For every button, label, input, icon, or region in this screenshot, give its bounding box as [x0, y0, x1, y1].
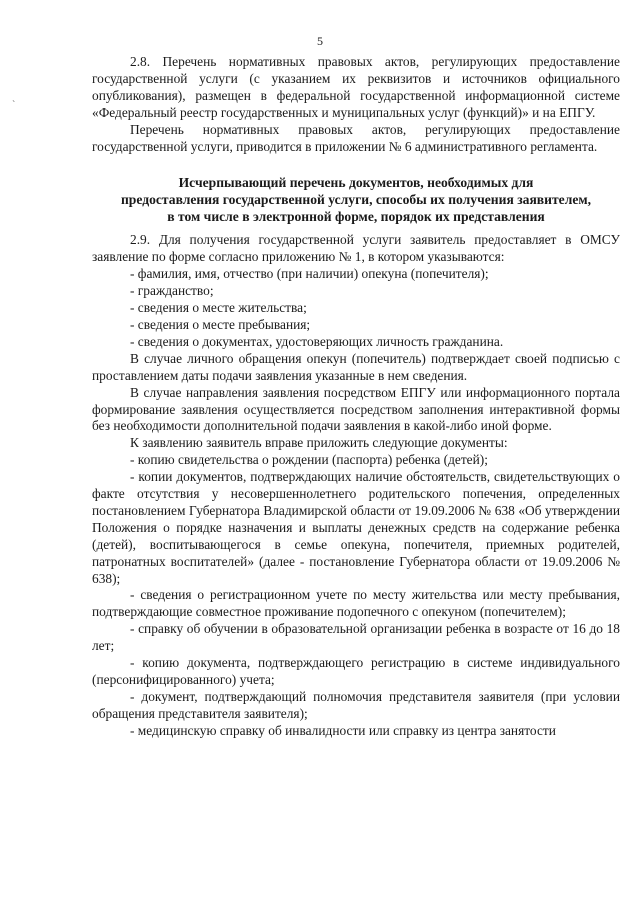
paragraph-personal-appeal: В случае личного обращения опекун (попечитель) подтверждает своей подписью с проставлением даты подачи заявления указанные в нем сведения.	[92, 350, 620, 383]
document-list-item: - копии документов, подтверждающих наличие обстоятельств, свидетельствующих о факте отсутствия у несовершеннолетнего родительского попечения, определенных постановлением Губернатора Владимирской области от 19.09.2006 № 638 «Об утверждении Положения о порядке назначения и выплаты денежных средств на содержание ребенка (детей), воспитывающегося в семье опекуна, попечителя, приемных родителей, патронатных воспитателей» (далее - постановление Губернатора области от 19.09.2006 № 638);	[92, 469, 620, 586]
paragraph-attachments-intro: К заявлению заявитель вправе приложить следующие документы:	[130, 435, 508, 451]
document-list-item: - справку об обучении в образовательной организации ребенка в возрасте от 16 до 18 лет;	[92, 621, 620, 654]
section-heading	[92, 174, 620, 225]
document-list-item: - копию документа, подтверждающего регистрацию в системе индивидуального (персонифицированного) учета;	[92, 655, 620, 687]
heading-line-3: в том числе в электронной форме, порядок их представления	[167, 209, 545, 225]
document-list-item: - медицинскую справку об инвалидности или справку из центра занятости	[130, 722, 556, 738]
paragraph-2-9: 2.9. Для получения государственной услуги заявитель предоставляет в ОМСУ заявление по форме согласно приложению № 1, в котором указываются:	[92, 232, 620, 265]
document-list-item: - документ, подтверждающий полномочия представителя заявителя (при условии обращения представителя заявителя);	[92, 688, 620, 721]
list-item: - сведения о месте пребывания;	[130, 316, 311, 332]
paragraph-2-8: 2.8. Перечень нормативных правовых актов, регулирующих предоставление государственной услуги (с указанием их реквизитов и источников официального опубликования), размещен в федеральной государственной информационной системе «Федеральный реестр государственных и муниципальных услуг (функций)» и на ЕПГУ.	[92, 54, 620, 120]
margin-mark: `	[12, 100, 16, 111]
list-item: - фамилия, имя, отчество (при наличии) опекуна (попечителя);	[130, 266, 489, 282]
paragraph-portal-appeal: В случае направления заявления посредством ЕПГУ или информационного портала формирование заявления осуществляется посредством заполнения интерактивной формы без необходимости дополнительной подачи заявления в какой-либо иной форме.	[92, 384, 620, 434]
document-list-item: - сведения о регистрационном учете по месту жительства или месту пребывания, подтверждающие совместное проживание подопечного с опекуном (попечителем);	[92, 587, 620, 620]
document-list-item: - копию свидетельства о рождении (паспорта) ребенка (детей);	[130, 452, 488, 468]
document-body	[92, 54, 620, 740]
list-item: - гражданство;	[130, 283, 214, 299]
list-item: - сведения о месте жительства;	[130, 300, 307, 316]
paragraph-2-8-list-ref: Перечень нормативных правовых актов, регулирующих предоставление государственной услуги, приводится в приложении № 6 административного регламента.	[92, 121, 620, 154]
heading-line-2: предоставления государственной услуги, способы их получения заявителем,	[120, 192, 592, 208]
page-number: 5	[317, 34, 323, 48]
heading-line-1: Исчерпывающий перечень документов, необходимых для	[178, 175, 534, 191]
list-item: - сведения о документах, удостоверяющих личность гражданина.	[130, 333, 504, 349]
